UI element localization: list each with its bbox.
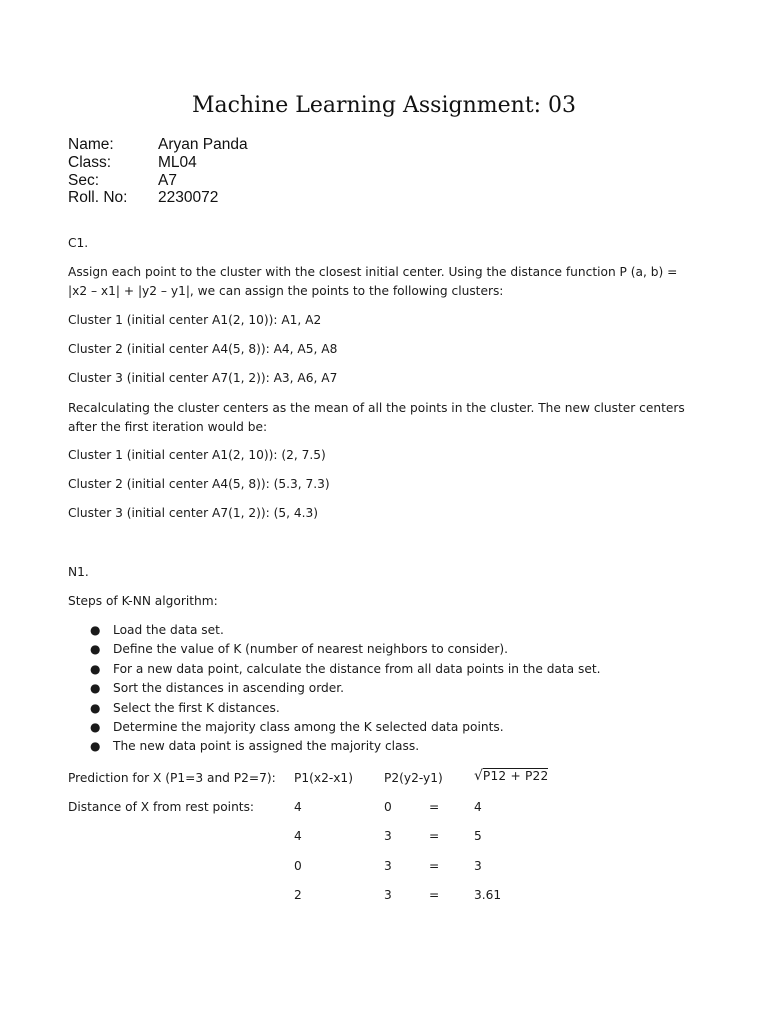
name-label: Name: bbox=[68, 136, 114, 153]
sec-label: Sec: bbox=[68, 172, 100, 189]
column-header-p1: P1(x2-x1) bbox=[294, 771, 353, 785]
bullet-icon: ● bbox=[90, 662, 101, 676]
c1-recalc: Recalculating the cluster centers as the mean of all the points in the cluster. The new cluster centers after the first iteration would be: bbox=[68, 401, 685, 434]
column-header-p2: P2(y2-y1) bbox=[384, 771, 443, 785]
cluster-center-3: Cluster 3 (initial center A7(1, 2)): (5, 4.3) bbox=[68, 506, 318, 520]
cell-equals: = bbox=[429, 800, 440, 814]
page-title: Machine Learning Assignment: 03 bbox=[191, 93, 577, 118]
cell-p2: 3 bbox=[384, 859, 392, 873]
bullet-icon: ● bbox=[90, 739, 101, 753]
cell-equals: = bbox=[429, 829, 440, 843]
cell-p2: 3 bbox=[384, 829, 392, 843]
list-item: Sort the distances in ascending order. bbox=[113, 681, 345, 695]
roll-label: Roll. No: bbox=[68, 189, 128, 206]
distance-label: Distance of X from rest points: bbox=[68, 800, 255, 814]
sqrt-icon: √ bbox=[474, 768, 483, 784]
cluster-assign-2: Cluster 2 (initial center A4(5, 8)): A4, A5, A8 bbox=[68, 342, 338, 356]
bullet-icon: ● bbox=[90, 720, 101, 734]
cluster-assign-1: Cluster 1 (initial center A1(2, 10)): A1, A2 bbox=[68, 313, 322, 327]
cell-distance: 3 bbox=[474, 859, 482, 873]
class-value: ML04 bbox=[158, 154, 197, 171]
list-item: Select the first K distances. bbox=[113, 701, 280, 715]
cell-p1: 2 bbox=[294, 888, 302, 902]
cell-p2: 0 bbox=[384, 800, 392, 814]
c1-heading: C1. bbox=[68, 236, 89, 250]
bullet-icon: ● bbox=[90, 701, 101, 715]
cell-p1: 4 bbox=[294, 829, 302, 843]
list-item: The new data point is assigned the majority class. bbox=[113, 739, 420, 753]
cell-equals: = bbox=[429, 859, 440, 873]
cluster-center-2: Cluster 2 (initial center A4(5, 8)): (5.3, 7.3) bbox=[68, 477, 330, 491]
cluster-assign-3: Cluster 3 (initial center A7(1, 2)): A3, A6, A7 bbox=[68, 371, 338, 385]
cell-distance: 4 bbox=[474, 800, 482, 814]
cell-p1: 0 bbox=[294, 859, 302, 873]
bullet-icon: ● bbox=[90, 623, 101, 637]
list-item: Load the data set. bbox=[113, 623, 224, 637]
class-label: Class: bbox=[68, 154, 112, 171]
c1-intro: Assign each point to the cluster with the closest initial center. Using the distance function P (a, b) = |x2 – x1| + |y2 – y1|, we can assign the points to the following clusters: bbox=[68, 265, 678, 298]
bullet-icon: ● bbox=[90, 681, 101, 695]
roll-value: 2230072 bbox=[158, 189, 219, 206]
cell-p2: 3 bbox=[384, 888, 392, 902]
sqrt-formula bbox=[474, 767, 548, 786]
n1-heading: N1. bbox=[68, 565, 89, 579]
cluster-center-1: Cluster 1 (initial center A1(2, 10)): (2, 7.5) bbox=[68, 448, 326, 462]
prediction-label: Prediction for X (P1=3 and P2=7): bbox=[68, 771, 276, 785]
list-item: For a new data point, calculate the distance from all data points in the data set. bbox=[113, 662, 601, 676]
cell-p1: 4 bbox=[294, 800, 302, 814]
bullet-icon: ● bbox=[90, 642, 101, 656]
knn-steps-title: Steps of K-NN algorithm: bbox=[68, 594, 218, 608]
cell-distance: 3.61 bbox=[474, 888, 502, 902]
list-item: Define the value of K (number of nearest neighbors to consider). bbox=[113, 642, 509, 656]
cell-equals: = bbox=[429, 888, 440, 902]
name-value: Aryan Panda bbox=[158, 136, 248, 153]
formula-text: P12 + P22 bbox=[482, 769, 549, 783]
column-header-formula bbox=[474, 767, 548, 786]
cell-distance: 5 bbox=[474, 829, 482, 843]
list-item: Determine the majority class among the K selected data points. bbox=[113, 720, 504, 734]
sec-value: A7 bbox=[158, 172, 177, 189]
